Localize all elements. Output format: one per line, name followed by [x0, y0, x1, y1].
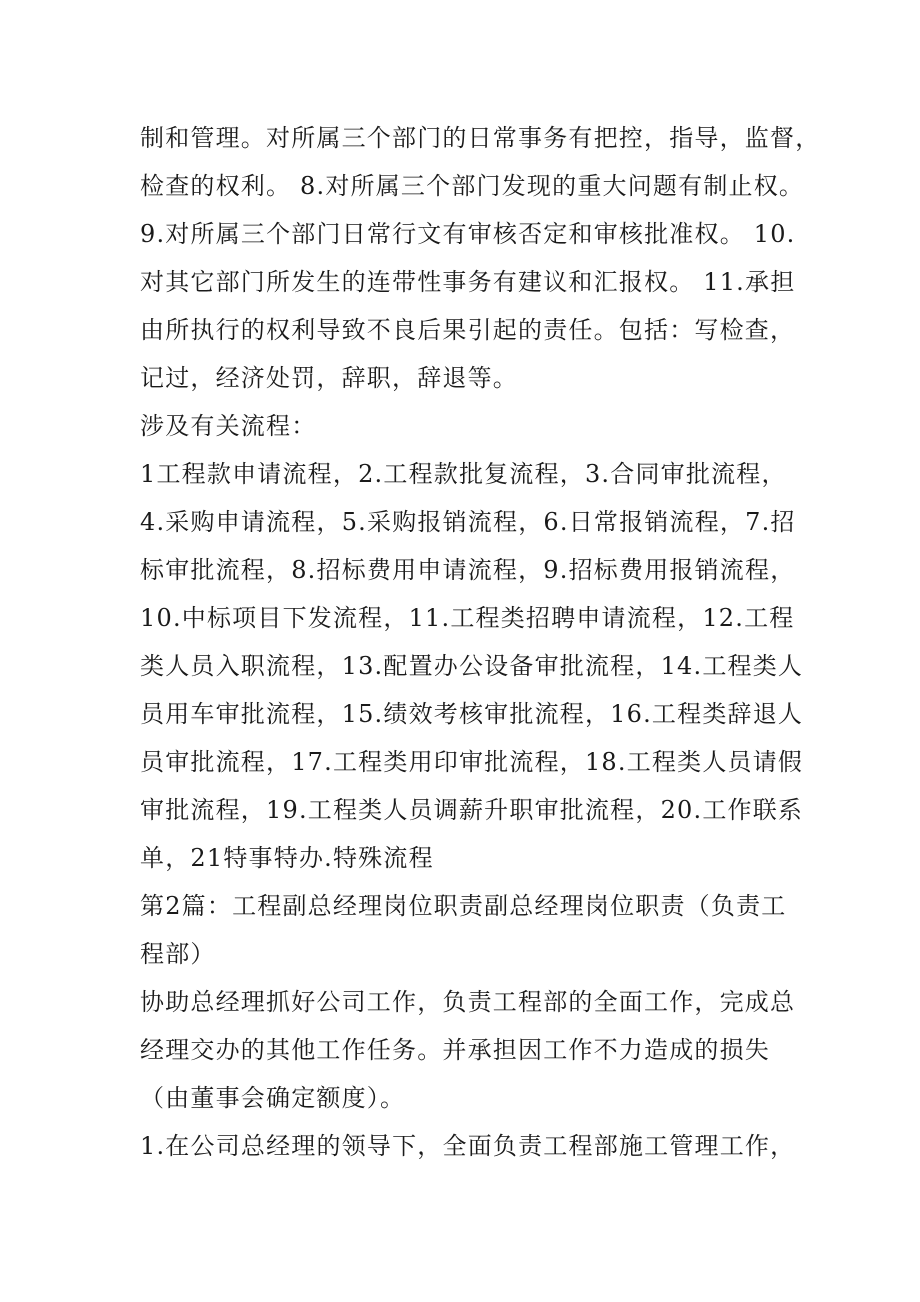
- text-line-14: 员审批流程，17.工程类用印审批流程，18.工程类人员请假: [140, 748, 804, 776]
- text-line-11: 10.中标项目下发流程，11.工程类招聘申请流程，12.工程: [140, 604, 795, 632]
- article-heading-2-cont: 程部）: [140, 940, 216, 968]
- article-heading-2: 第2篇：工程副总经理岗位职责副总经理岗位职责（负责工: [140, 892, 787, 920]
- text-line-16: 单，21特事特办.特殊流程: [140, 844, 434, 872]
- text-line-3: 9.对所属三个部门日常行文有审核否定和审核批准权。 10.: [140, 220, 796, 248]
- text-line-22: 1.在公司总经理的领导下，全面负责工程部施工管理工作，: [140, 1132, 796, 1160]
- text-line-13: 员用车审批流程，15.绩效考核审批流程，16.工程类辞退人: [140, 700, 804, 728]
- text-line-8: 1工程款申请流程，2.工程款批复流程，3.合同审批流程，: [140, 460, 787, 488]
- text-line-21: （由董事会确定额度）。: [140, 1084, 406, 1112]
- text-line-4: 对其它部门所发生的连带性事务有建议和汇报权。 11.承担: [140, 268, 796, 296]
- text-line-5: 由所执行的权利导致不良后果引起的责任。包括：写检查，: [140, 316, 796, 344]
- text-line-15: 审批流程，19.工程类人员调薪升职审批流程，20.工作联系: [140, 796, 804, 824]
- text-line-19: 协助总经理抓好公司工作，负责工程部的全面工作，完成总: [140, 988, 796, 1016]
- text-line-20: 经理交办的其他工作任务。并承担因工作不力造成的损失: [140, 1036, 770, 1064]
- text-line-12: 类人员入职流程，13.配置办公设备审批流程，14.工程类人: [140, 652, 804, 680]
- text-line-9: 4.采购申请流程，5.采购报销流程，6.日常报销流程，7.招: [140, 508, 796, 536]
- section-heading-processes: 涉及有关流程：: [140, 412, 317, 440]
- text-line-2: 检查的权利。 8.对所属三个部门发现的重大问题有制止权。: [140, 172, 805, 200]
- text-line-6: 记过，经济处罚，辞职，辞退等。: [140, 364, 518, 392]
- text-line-10: 标审批流程，8.招标费用申请流程，9.招标费用报销流程，: [140, 556, 796, 584]
- text-line-1: 制和管理。对所属三个部门的日常事务有把控，指导，监督，: [140, 124, 821, 152]
